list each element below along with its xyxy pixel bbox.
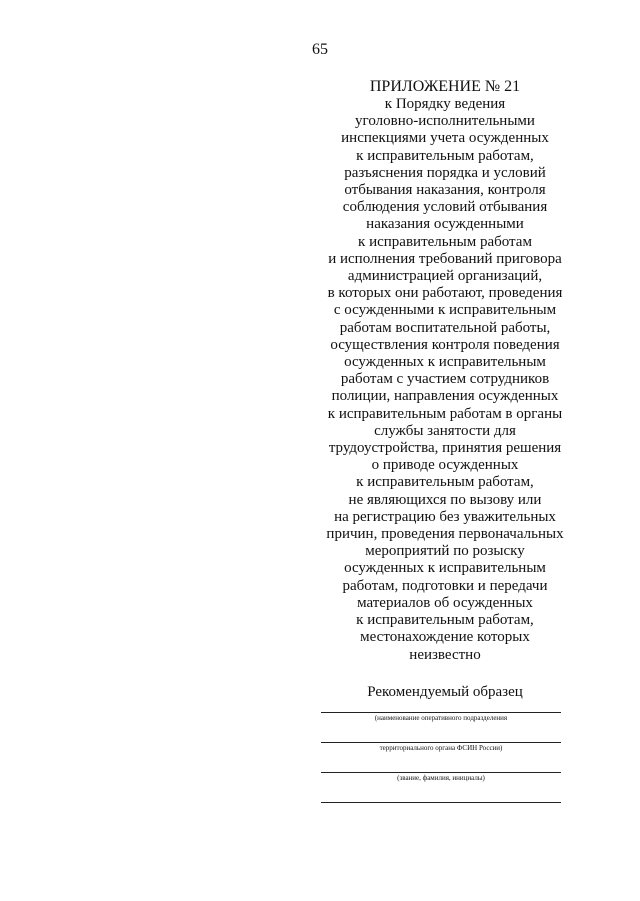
appendix-line: осужденных к исправительным [344, 560, 546, 577]
blank-line [321, 712, 561, 713]
appendix-line: не являющихся по вызову или [348, 491, 542, 508]
appendix-line: осуществления контроля поведения [330, 336, 560, 353]
appendix-line: инспекциями учета осужденных [341, 130, 549, 147]
appendix-line: уголовно-исполнительными [355, 113, 535, 130]
field-caption: (наименование оперативного подразделения [374, 714, 508, 722]
appendix-line: в которых они работают, проведения [327, 285, 563, 302]
appendix-line: осужденных к исправительным [344, 354, 546, 371]
appendix-line: материалов об осужденных [357, 594, 533, 611]
appendix-line: к исправительным работам, [356, 474, 534, 491]
appendix-line: трудоустройства, принятия решения [328, 440, 562, 457]
appendix-line: и исполнения требований приговора [328, 250, 562, 267]
appendix-line: администрацией организаций, [347, 268, 543, 285]
appendix-line: соблюдения условий отбывания [342, 199, 548, 216]
appendix-line: к Порядку ведения [384, 96, 506, 112]
appendix-line: к исправительным работам [358, 233, 532, 250]
form-field[interactable] [321, 712, 561, 742]
appendix-line: неизвестно [409, 646, 481, 663]
appendix-line: местонахождение которых [360, 629, 530, 646]
appendix-header [300, 78, 590, 664]
form-field[interactable] [321, 772, 561, 802]
appendix-line: к исправительным работам, [356, 147, 534, 164]
appendix-line: причин, проведения первоначальных [326, 526, 564, 543]
page-number: 65 [312, 41, 328, 58]
appendix-description [300, 96, 590, 664]
appendix-line: наказания осужденными [366, 216, 524, 233]
form-field[interactable] [321, 742, 561, 772]
appendix-line: с осужденными к исправительным [333, 302, 557, 319]
appendix-line: к исправительным работам в органы [327, 405, 563, 422]
appendix-line: мероприятий по розыску [365, 543, 525, 560]
appendix-line: о приводе осужденных [371, 457, 519, 474]
appendix-line: к исправительным работам, [356, 612, 534, 629]
appendix-line: полиции, направления осужденных [331, 388, 559, 405]
appendix-line: отбывания наказания, контроля [344, 182, 546, 199]
addressee-form [321, 712, 561, 832]
blank-line [321, 772, 561, 773]
blank-line [321, 802, 561, 803]
appendix-line: службы занятости для [374, 422, 516, 439]
appendix-line: работам воспитательной работы, [339, 319, 551, 336]
appendix-title: ПРИЛОЖЕНИЕ № 21 [369, 78, 521, 95]
appendix-line: разъяснения порядка и условий [344, 164, 546, 181]
appendix-line: работам с участием сотрудников [340, 371, 550, 388]
field-caption: (звание, фамилия, инициалы) [397, 774, 485, 782]
recommended-sample-label: Рекомендуемый образец [367, 684, 523, 700]
form-field[interactable] [321, 802, 561, 832]
blank-line [321, 742, 561, 743]
field-caption: территориального органа ФСИН России) [379, 744, 503, 752]
appendix-line: работам, подготовки и передачи [342, 577, 548, 594]
appendix-line: на регистрацию без уважительных [334, 508, 556, 525]
